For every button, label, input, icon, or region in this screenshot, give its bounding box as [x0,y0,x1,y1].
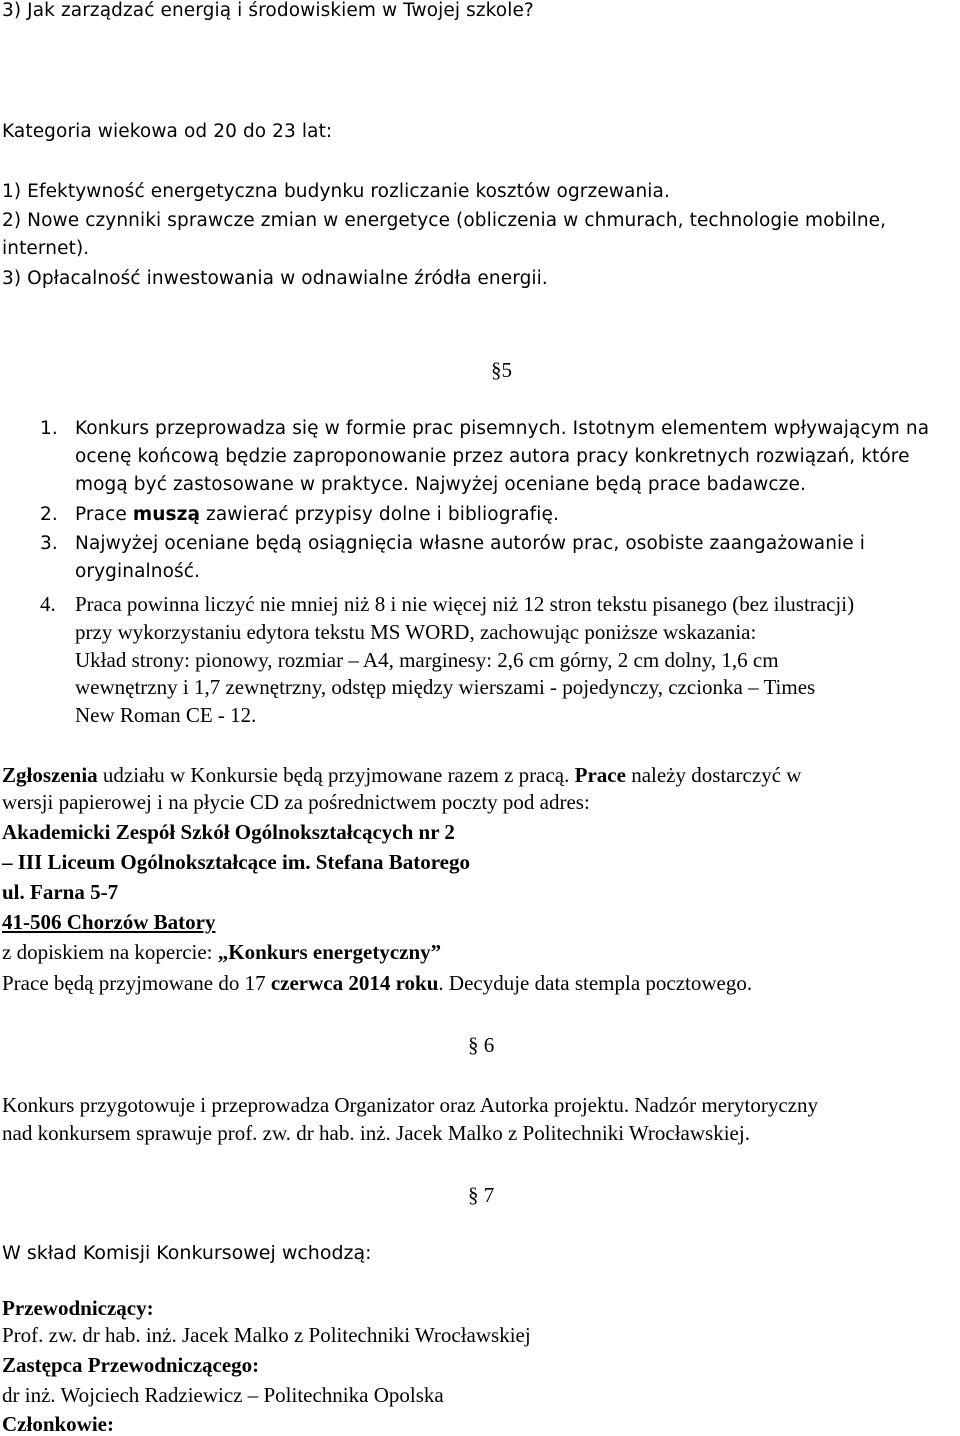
item-1-line-1: Konkurs przeprowadza się w formie prac pisemnych. Istotnym elementem wpływającym na [75,418,930,439]
section-6-line-2: nad konkursem sprawuje prof. zw. dr hab. inż. Jacek Malko z Politechniki Wrocławskiej. [2,1121,750,1145]
deadline-bold: czerwca 2014 roku [270,971,439,995]
envelope-text: z dopiskiem na kopercie: [2,940,218,964]
deputy-name: dr inż. Wojciech Radziewicz – Politechnika Opolska [2,1383,444,1407]
item-1-line-3: mogą być zastosowane w praktyce. Najwyżej oceniane będą prace badawcze. [75,474,806,495]
item-3-line-1: Najwyżej oceniane będą osiągnięcia własne autorów prac, osobiste zaangażowanie i [75,533,866,554]
envelope-note [2,942,441,963]
item-4-line-1: Praca powinna liczyć nie mniej niż 8 i nie więcej niż 12 stron tekstu pisanego (bez ilustracji) [75,592,855,616]
item-3-line-2: oryginalność. [75,561,200,582]
chair-label: Przewodniczący: [2,1296,154,1320]
item-4-number: 4. [40,592,56,616]
submission-text-1: udziału w Konkursie będą przyjmowane razem z pracą. [97,763,575,787]
item-1-number: 1. [40,418,58,439]
submission-bold-1: Zgłoszenia [2,763,98,787]
item-2-before: Prace [75,504,133,525]
deadline-text-2: . Decyduje data stempla pocztowego. [438,971,753,995]
section-7-symbol: § 7 [468,1183,495,1207]
item-2-after: zawierać przypisy dolne i bibliografię. [200,504,559,525]
deadline [2,973,752,994]
topic-3: 3) Opłacalność inwestowania w odnawialne źródła energii. [2,268,548,289]
address-postal: 41-506 Chorzów Batory [2,910,216,934]
item-4-line-5: New Roman CE - 12. [75,703,257,727]
item-2-bold: muszą [132,504,201,525]
item-3-number: 3. [40,533,58,554]
deadline-text-1: Prace będą przyjmowane do 17 [2,971,271,995]
topic-2: 2) Nowe czynniki sprawcze zmian w energetyce (obliczenia w chmurach, technologie mobilne, [2,210,887,231]
submission-text-2: należy dostarczyć w [625,763,802,787]
envelope-bold: „Konkurs energetyczny” [217,940,442,964]
heading-topic-3: 3) Jak zarządzać energią i środowiskiem w Twojej szkole? [2,0,534,21]
address-street: ul. Farna 5-7 [2,880,119,904]
item-2-number: 2. [40,504,58,525]
item-4-line-2: przy wykorzystaniu edytora tekstu MS WORD, zachowując poniższe wskazania: [75,620,757,644]
topic-1: 1) Efektywność energetyczna budynku rozliczanie kosztów ogrzewania. [2,181,670,202]
item-4-line-4: wewnętrzny i 1,7 zewnętrzny, odstęp między wierszami - pojedynczy, czcionka – Times [75,675,816,699]
item-4-line-3: Układ strony: pionowy, rozmiar – A4, marginesy: 2,6 cm górny, 2 cm dolny, 1,6 cm [75,648,779,672]
address-school: Akademicki Zespół Szkół Ogólnokształcących nr 2 [2,820,455,844]
item-2-text [75,506,559,525]
section-6-line-1: Konkurs przygotowuje i przeprowadza Organizator oraz Autorka projektu. Nadzór merytoryczny [2,1093,818,1117]
section-6-symbol: § 6 [468,1033,495,1057]
chair-name: Prof. zw. dr hab. inż. Jacek Malko z Politechniki Wrocławskiej [2,1323,531,1347]
item-1-line-2: ocenę końcową będzie zaproponowanie przez autora pracy konkretnych rozwiązań, które [75,446,910,467]
members-label: Członkowie: [2,1412,114,1436]
submission-line-1 [2,765,801,786]
section-5-symbol: §5 [491,358,512,382]
submission-line-2: wersji papierowej i na płycie CD za pośrednictwem poczty pod adres: [2,790,590,814]
address-lyceum: – III Liceum Ogólnokształcące im. Stefana Batorego [2,850,470,874]
topic-2-cont: internet). [2,238,90,259]
submission-bold-2: Prace [574,763,626,787]
committee-intro: W skład Komisji Konkursowej wchodzą: [2,1242,372,1264]
deputy-label: Zastępca Przewodniczącego: [2,1353,260,1377]
age-category: Kategoria wiekowa od 20 do 23 lat: [2,121,333,142]
